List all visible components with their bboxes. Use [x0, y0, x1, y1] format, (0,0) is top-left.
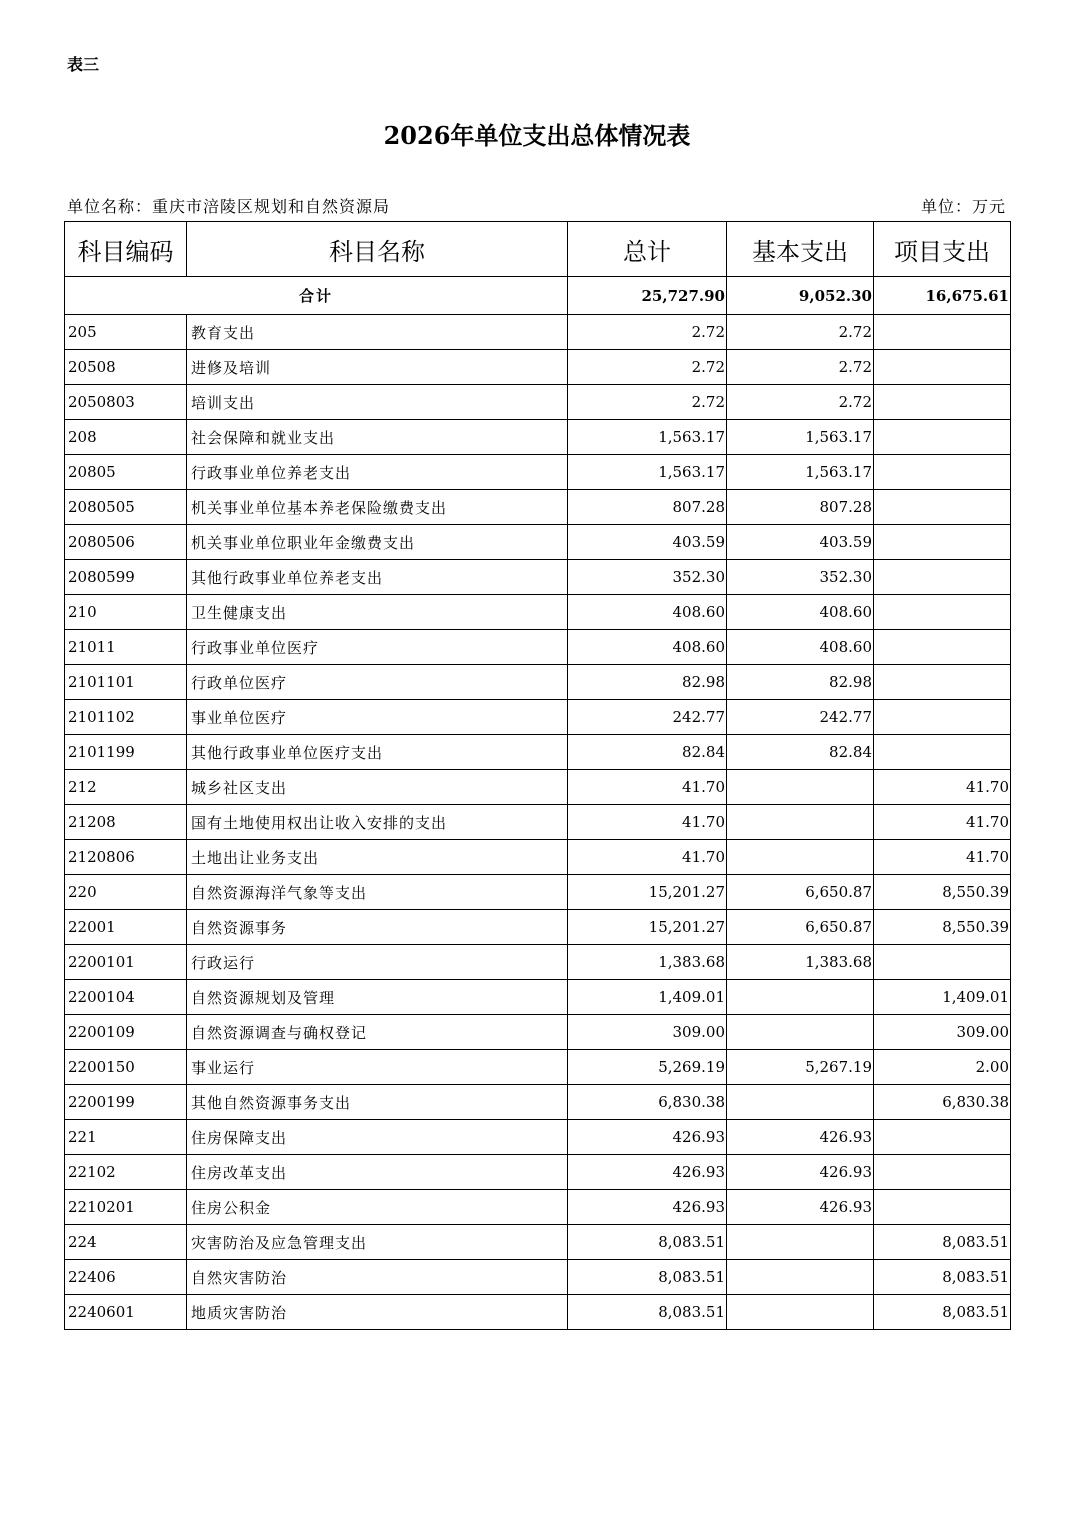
table-row: [65, 420, 1011, 455]
header-project: 项目支出: [874, 222, 1011, 277]
row-name: 行政事业单位养老支出: [187, 455, 568, 490]
row-total: 82.98: [568, 665, 727, 700]
row-total: 41.70: [568, 840, 727, 875]
row-project: [874, 315, 1011, 350]
row-code: 2200104: [65, 980, 187, 1015]
row-total: 807.28: [568, 490, 727, 525]
table-row: [65, 1085, 1011, 1120]
row-basic: [727, 1295, 874, 1330]
header-total: 总计: [568, 222, 727, 277]
row-project: 41.70: [874, 840, 1011, 875]
row-project: [874, 455, 1011, 490]
table-row: [65, 595, 1011, 630]
row-name: 事业运行: [187, 1050, 568, 1085]
table-row: [65, 735, 1011, 770]
table-row: [65, 1225, 1011, 1260]
row-name: 土地出让业务支出: [187, 840, 568, 875]
row-name: 机关事业单位基本养老保险缴费支出: [187, 490, 568, 525]
header-basic: 基本支出: [727, 222, 874, 277]
row-project: 309.00: [874, 1015, 1011, 1050]
table-row: [65, 980, 1011, 1015]
row-total: 5,269.19: [568, 1050, 727, 1085]
row-code: 21208: [65, 805, 187, 840]
row-name: 地质灾害防治: [187, 1295, 568, 1330]
row-name: 住房保障支出: [187, 1120, 568, 1155]
row-total: 309.00: [568, 1015, 727, 1050]
document-label: 表三: [67, 55, 100, 74]
row-total: 15,201.27: [568, 910, 727, 945]
row-name: 行政运行: [187, 945, 568, 980]
total-project: 16,675.61: [874, 277, 1011, 315]
table-row: [65, 1015, 1011, 1050]
row-total: 41.70: [568, 805, 727, 840]
row-project: [874, 735, 1011, 770]
table-row: [65, 350, 1011, 385]
row-total: 408.60: [568, 595, 727, 630]
table-row: [65, 910, 1011, 945]
row-code: 22001: [65, 910, 187, 945]
row-project: 2.00: [874, 1050, 1011, 1085]
row-name: 自然资源海洋气象等支出: [187, 875, 568, 910]
row-basic: 1,383.68: [727, 945, 874, 980]
row-code: 205: [65, 315, 187, 350]
row-name: 行政事业单位医疗: [187, 630, 568, 665]
row-project: [874, 385, 1011, 420]
row-basic: 6,650.87: [727, 875, 874, 910]
row-project: [874, 665, 1011, 700]
row-name: 住房公积金: [187, 1190, 568, 1225]
row-project: [874, 420, 1011, 455]
row-project: [874, 525, 1011, 560]
row-total: 8,083.51: [568, 1225, 727, 1260]
row-total: 2.72: [568, 385, 727, 420]
row-project: [874, 1190, 1011, 1225]
table-row: [65, 630, 1011, 665]
row-name: 卫生健康支出: [187, 595, 568, 630]
expenditure-table: [64, 221, 1011, 1330]
row-code: 2050803: [65, 385, 187, 420]
row-name: 其他行政事业单位医疗支出: [187, 735, 568, 770]
row-code: 2101102: [65, 700, 187, 735]
row-total: 15,201.27: [568, 875, 727, 910]
row-project: [874, 630, 1011, 665]
row-code: 2080506: [65, 525, 187, 560]
row-total: 242.77: [568, 700, 727, 735]
row-code: 212: [65, 770, 187, 805]
row-code: 2120806: [65, 840, 187, 875]
table-row: [65, 945, 1011, 980]
row-project: 6,830.38: [874, 1085, 1011, 1120]
row-code: 2080599: [65, 560, 187, 595]
row-basic: 2.72: [727, 385, 874, 420]
table-row: [65, 1120, 1011, 1155]
header-code: 科目编码: [65, 222, 187, 277]
unit-measure: 单位：万元: [920, 197, 1006, 216]
row-project: 8,083.51: [874, 1260, 1011, 1295]
row-basic: 426.93: [727, 1155, 874, 1190]
table-row: [65, 1260, 1011, 1295]
row-code: 21011: [65, 630, 187, 665]
row-basic: 807.28: [727, 490, 874, 525]
row-total: 408.60: [568, 630, 727, 665]
row-code: 224: [65, 1225, 187, 1260]
row-total: 1,409.01: [568, 980, 727, 1015]
row-project: [874, 560, 1011, 595]
table-row: [65, 315, 1011, 350]
row-code: 2200101: [65, 945, 187, 980]
row-basic: [727, 1260, 874, 1295]
row-code: 2200199: [65, 1085, 187, 1120]
page-title: 2026年单位支出总体情况表: [383, 121, 691, 150]
row-basic: 408.60: [727, 595, 874, 630]
row-total: 82.84: [568, 735, 727, 770]
row-total: 6,830.38: [568, 1085, 727, 1120]
row-name: 进修及培训: [187, 350, 568, 385]
table-row: [65, 385, 1011, 420]
row-name: 培训支出: [187, 385, 568, 420]
row-basic: 2.72: [727, 350, 874, 385]
row-name: 事业单位医疗: [187, 700, 568, 735]
row-total: 352.30: [568, 560, 727, 595]
total-sum: 25,727.90: [568, 277, 727, 315]
row-code: 2101199: [65, 735, 187, 770]
row-basic: 403.59: [727, 525, 874, 560]
table-row: [65, 805, 1011, 840]
row-code: 221: [65, 1120, 187, 1155]
row-total: 8,083.51: [568, 1260, 727, 1295]
row-basic: [727, 1015, 874, 1050]
row-basic: 426.93: [727, 1120, 874, 1155]
table-row: [65, 1155, 1011, 1190]
row-code: 20805: [65, 455, 187, 490]
row-total: 426.93: [568, 1155, 727, 1190]
row-total: 1,383.68: [568, 945, 727, 980]
table-row: [65, 700, 1011, 735]
row-basic: [727, 980, 874, 1015]
table-row: [65, 560, 1011, 595]
row-basic: 426.93: [727, 1190, 874, 1225]
row-basic: [727, 840, 874, 875]
row-name: 行政单位医疗: [187, 665, 568, 700]
row-project: 41.70: [874, 770, 1011, 805]
row-basic: 1,563.17: [727, 455, 874, 490]
row-basic: 82.98: [727, 665, 874, 700]
row-name: 自然资源调查与确权登记: [187, 1015, 568, 1050]
row-name: 机关事业单位职业年金缴费支出: [187, 525, 568, 560]
row-project: 8,550.39: [874, 875, 1011, 910]
row-project: 1,409.01: [874, 980, 1011, 1015]
table-row: [65, 490, 1011, 525]
total-basic: 9,052.30: [727, 277, 874, 315]
row-total: 41.70: [568, 770, 727, 805]
row-project: 8,083.51: [874, 1225, 1011, 1260]
total-label: 合计: [65, 277, 568, 315]
row-name: 自然灾害防治: [187, 1260, 568, 1295]
row-code: 2200150: [65, 1050, 187, 1085]
row-basic: 1,563.17: [727, 420, 874, 455]
row-basic: 5,267.19: [727, 1050, 874, 1085]
table-row: [65, 525, 1011, 560]
unit-name: 单位名称：重庆市涪陵区规划和自然资源局: [67, 197, 391, 216]
total-row: [65, 277, 1011, 315]
row-total: 8,083.51: [568, 1295, 727, 1330]
table-row: [65, 455, 1011, 490]
row-project: [874, 1120, 1011, 1155]
row-code: 2210201: [65, 1190, 187, 1225]
row-name: 社会保障和就业支出: [187, 420, 568, 455]
table-row: [65, 1050, 1011, 1085]
row-code: 20508: [65, 350, 187, 385]
row-name: 其他自然资源事务支出: [187, 1085, 568, 1120]
row-name: 灾害防治及应急管理支出: [187, 1225, 568, 1260]
row-code: 2080505: [65, 490, 187, 525]
row-basic: [727, 805, 874, 840]
row-basic: [727, 1225, 874, 1260]
row-name: 住房改革支出: [187, 1155, 568, 1190]
row-project: [874, 1155, 1011, 1190]
row-total: 426.93: [568, 1190, 727, 1225]
row-code: 2101101: [65, 665, 187, 700]
row-project: 8,550.39: [874, 910, 1011, 945]
row-code: 22406: [65, 1260, 187, 1295]
table-row: [65, 665, 1011, 700]
row-total: 2.72: [568, 315, 727, 350]
row-project: 8,083.51: [874, 1295, 1011, 1330]
row-total: 1,563.17: [568, 455, 727, 490]
row-project: [874, 490, 1011, 525]
row-basic: [727, 770, 874, 805]
row-basic: 2.72: [727, 315, 874, 350]
row-code: 220: [65, 875, 187, 910]
row-name: 自然资源事务: [187, 910, 568, 945]
row-basic: [727, 1085, 874, 1120]
row-code: 2200109: [65, 1015, 187, 1050]
table-header-row: [65, 222, 1011, 277]
row-basic: 82.84: [727, 735, 874, 770]
row-name: 城乡社区支出: [187, 770, 568, 805]
table-row: [65, 840, 1011, 875]
table-row: [65, 1190, 1011, 1225]
row-project: [874, 595, 1011, 630]
row-code: 210: [65, 595, 187, 630]
row-name: 自然资源规划及管理: [187, 980, 568, 1015]
row-total: 1,563.17: [568, 420, 727, 455]
row-project: [874, 945, 1011, 980]
row-project: [874, 700, 1011, 735]
row-code: 208: [65, 420, 187, 455]
row-project: [874, 350, 1011, 385]
table-row: [65, 875, 1011, 910]
row-total: 426.93: [568, 1120, 727, 1155]
row-name: 其他行政事业单位养老支出: [187, 560, 568, 595]
row-total: 403.59: [568, 525, 727, 560]
row-name: 国有土地使用权出让收入安排的支出: [187, 805, 568, 840]
row-basic: 6,650.87: [727, 910, 874, 945]
row-name: 教育支出: [187, 315, 568, 350]
header-name: 科目名称: [187, 222, 568, 277]
row-code: 2240601: [65, 1295, 187, 1330]
row-basic: 408.60: [727, 630, 874, 665]
table-row: [65, 770, 1011, 805]
row-total: 2.72: [568, 350, 727, 385]
table-row: [65, 1295, 1011, 1330]
row-basic: 242.77: [727, 700, 874, 735]
row-code: 22102: [65, 1155, 187, 1190]
row-basic: 352.30: [727, 560, 874, 595]
row-project: 41.70: [874, 805, 1011, 840]
